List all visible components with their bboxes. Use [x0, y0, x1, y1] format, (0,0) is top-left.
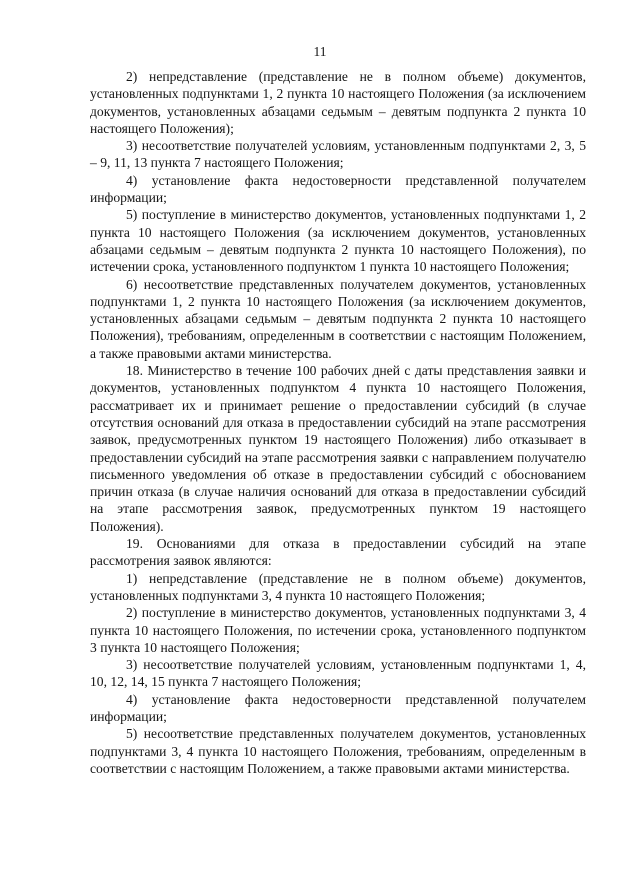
paragraph-17-item-4: 4) установление факта недостоверности представленной получателем информации; [90, 172, 586, 206]
paragraph-19-item-3: 3) несоответствие получателей условиям, установленным подпунктами 1, 4, 10, 12, 14, 15 пункта 7 настоящего Положения; [90, 657, 586, 690]
page-number: 11 [313, 44, 327, 59]
document-body [90, 68, 586, 777]
paragraph-19-item-5: 5) несоответствие представленных получателем документов, установленных подпунктами 3, 4 пункта 10 настоящего Положения, требованиям, определенным в соответствии с настоящим Положением, а также правовыми актами министерства. [90, 726, 586, 776]
paragraph-17-item-3: 3) несоответствие получателей условиям, установленным подпунктами 2, 3, 5 – 9, 11, 13 пункта 7 настоящего Положения; [90, 138, 586, 171]
paragraph-18: 18. Министерство в течение 100 рабочих дней с даты представления заявки и документов, установленных подпунктом 4 пункта 10 настоящего Положения, рассматривает их и принимает решение о предоставлении субсидий (в случае отсутствия оснований для отказа в предоставлении субсидий на этапе рассмотрения заявок, предусмотренных пунктом 19 настоящего Положения) либо отказывает в предоставлении субсидий на этапе рассмотрения заявки с направлением получателю письменного уведомления об отказе в предоставлении субсидий с обоснованием причин отказа (в случае наличия оснований для отказа в предоставлении субсидий на этапе рассмотрения заявок, предусмотренных пунктом 19 настоящего Положения). [90, 363, 586, 534]
paragraph-17-item-6: 6) несоответствие представленных получателем документов, установленных подпунктами 1, 2 пункта 10 настоящего Положения (за исключением документов, установленных абзацами седьмым – девятым подпункта 2 пункта 10 настоящего Положения), требованиям, определенным в соответствии с настоящим Положением, а также правовыми актами министерства. [90, 276, 586, 361]
paragraph-19-item-1: 1) непредставление (представление не в полном объеме) документов, установленных подпунктами 3, 4 пункта 10 настоящего Положения; [90, 570, 586, 603]
paragraph-17-item-5: 5) поступление в министерство документов, установленных подпунктами 1, 2 пункта 10 настоящего Положения (за исключением документов, установленных абзацами седьмым – девятым подпункта 2 пункта 10 настоящего Положения), по истечении срока, установленного подпунктом 1 пункта 10 настоящего Положения; [90, 207, 586, 275]
paragraph-17-item-2: 2) непредставление (представление не в полном объеме) документов, установленных подпунктами 1, 2 пункта 10 настоящего Положения (за исключением документов, установленных абзацами седьмым – девятым подпункта 2 пункта 10 настоящего Положения); [90, 69, 586, 136]
paragraph-19-item-4: 4) установление факта недостоверности представленной получателем информации; [90, 691, 586, 724]
paragraph-19-item-2: 2) поступление в министерство документов, установленных подпунктами 3, 4 пункта 10 настоящего Положения, по истечении срока, установленного подпунктом 3 пункта 10 настоящего Положения; [90, 605, 586, 655]
paragraph-19-intro: 19. Основаниями для отказа в предоставлении субсидий на этапе рассмотрения заявок являются: [90, 536, 586, 569]
